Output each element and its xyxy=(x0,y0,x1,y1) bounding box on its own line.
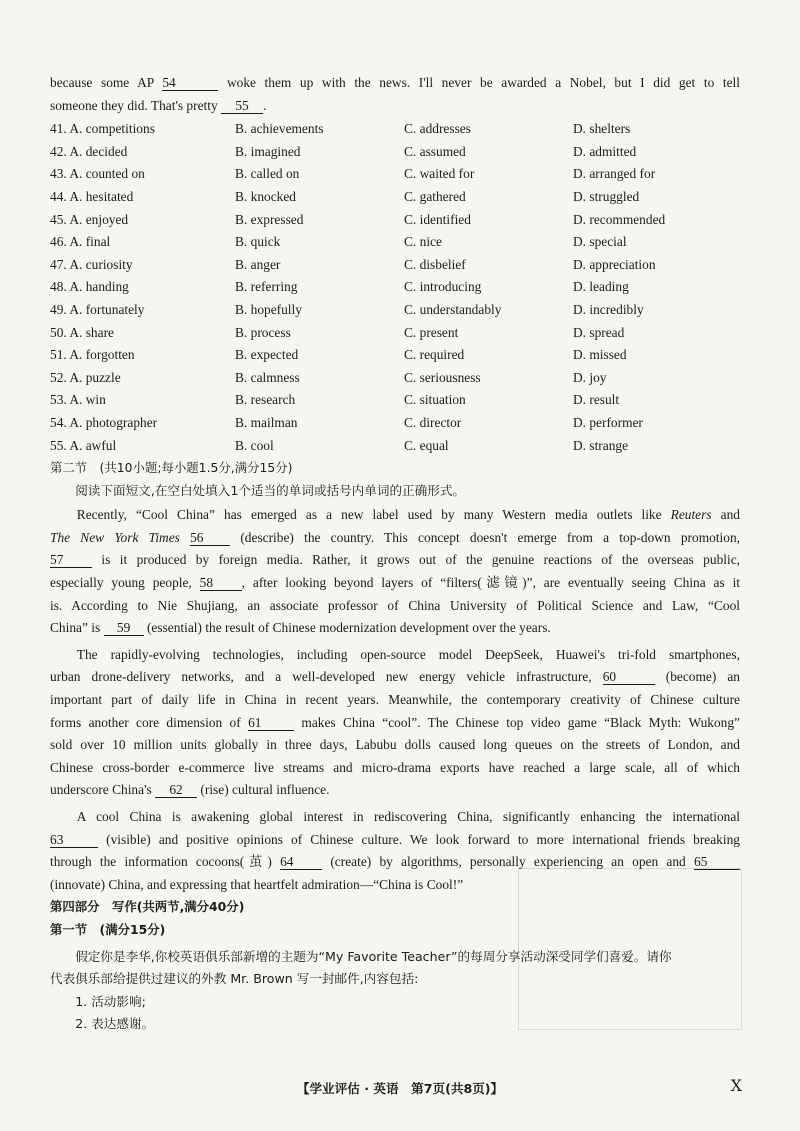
option-d[interactable]: D. admitted xyxy=(573,143,637,159)
text: underscore China's xyxy=(50,782,152,798)
option-row xyxy=(50,344,740,367)
blank-59[interactable]: 59 xyxy=(104,620,144,636)
blank-64[interactable]: 64 xyxy=(280,854,322,870)
text: China” is xyxy=(50,620,101,636)
option-d[interactable]: D. shelters xyxy=(573,121,631,137)
option-row xyxy=(50,186,740,209)
blank-56[interactable]: 56 xyxy=(190,530,230,546)
writing-prompt-line2: 代表俱乐部给提供过建议的外教 Mr. Brown 写一封邮件,内容包括: xyxy=(50,971,419,987)
page-mark: X xyxy=(730,1076,742,1095)
text: Recently, “Cool China” has emerged as a new label used by many Western media outlets like xyxy=(76,507,662,523)
option-d[interactable]: D. spread xyxy=(573,324,625,340)
option-row xyxy=(50,163,740,186)
blank-65[interactable]: 65 xyxy=(694,854,740,870)
option-b[interactable]: B. imagined xyxy=(235,143,301,159)
option-c[interactable]: C. situation xyxy=(404,392,466,408)
option-b[interactable]: B. referring xyxy=(235,279,298,295)
text: especially young people, xyxy=(50,575,192,591)
option-c[interactable]: C. seriousness xyxy=(404,369,481,385)
option-c[interactable]: C. understandably xyxy=(404,301,502,317)
option-a[interactable]: 51. A. forgotten xyxy=(50,347,135,363)
text: woke them up with the news. I'll never be awarded a Nobel, but I did get to tell xyxy=(226,75,740,90)
option-d[interactable]: D. incredibly xyxy=(573,301,644,317)
part4-section1: 第一节 (满分15分) xyxy=(50,921,166,937)
writing-prompt-line1: 假定你是李华,你校英语俱乐部新增的主题为“My Favorite Teacher”的每周分享活动深受同学们喜爱。请你 xyxy=(75,948,672,964)
option-d[interactable]: D. result xyxy=(573,392,620,408)
option-b[interactable]: B. expressed xyxy=(235,211,304,227)
option-c[interactable]: C. required xyxy=(404,347,465,363)
option-row xyxy=(50,141,740,164)
text: , after looking beyond layers of “filters(滤镜)”, are eventually seeing China as it xyxy=(241,575,741,591)
option-a[interactable]: 52. A. puzzle xyxy=(50,369,121,385)
text: because some AP xyxy=(50,75,154,90)
option-row xyxy=(50,322,740,345)
option-b[interactable]: B. called on xyxy=(235,166,300,182)
option-c[interactable]: C. director xyxy=(404,414,462,430)
intro-line-1 xyxy=(50,72,740,95)
passage-p2-line1: The rapidly-evolving technologies, including open-source model DeepSeek, Huawei's tri-fold smartphones, xyxy=(76,646,740,662)
option-b[interactable]: B. cool xyxy=(235,437,274,453)
option-b[interactable]: B. mailman xyxy=(235,414,298,430)
option-b[interactable]: B. anger xyxy=(235,256,281,272)
option-row xyxy=(50,389,740,412)
passage-p2-line5: sold over 10 million units globally in three days, Labubu dolls caused long queues on the streets of London, and xyxy=(50,737,740,753)
option-a[interactable]: 41. A. competitions xyxy=(50,121,155,137)
text: makes China “cool”. The Chinese top video game “Black Myth: Wukong” xyxy=(301,714,740,730)
option-a[interactable]: 48. A. handing xyxy=(50,279,129,295)
exam-page xyxy=(50,72,740,1036)
option-row xyxy=(50,299,740,322)
option-row xyxy=(50,231,740,254)
option-c[interactable]: C. assumed xyxy=(404,143,466,159)
writing-item-1: 1. 活动影响; xyxy=(75,993,146,1009)
text: (rise) cultural influence. xyxy=(200,782,330,798)
text: (visible) and positive opinions of Chinese culture. We look forward to more international friends breaking xyxy=(106,831,740,847)
text: through the information cocoons(茧) xyxy=(50,854,272,870)
option-a[interactable]: 43. A. counted on xyxy=(50,166,145,182)
writing-item-2: 2. 表达感谢。 xyxy=(75,1016,155,1032)
page-footer: 【学业评估 · 英语 第7页(共8页)】 xyxy=(296,1081,504,1096)
option-b[interactable]: B. expected xyxy=(235,347,299,363)
passage-p1-line3 xyxy=(50,549,740,572)
passage-p2-line7 xyxy=(50,779,740,802)
blank-55[interactable]: 55 xyxy=(221,98,263,114)
option-b[interactable]: B. quick xyxy=(235,234,281,250)
section2-instruction: 阅读下面短文,在空白处填入1个适当的单词或括号内单词的正确形式。 xyxy=(75,482,466,498)
option-d[interactable]: D. arranged for xyxy=(573,166,656,182)
blank-62[interactable]: 62 xyxy=(155,782,197,798)
option-a[interactable]: 45. A. enjoyed xyxy=(50,211,129,227)
passage-p1-line6 xyxy=(50,617,740,640)
option-d[interactable]: D. performer xyxy=(573,414,643,430)
blank-61[interactable]: 61 xyxy=(248,715,294,731)
option-a[interactable]: 44. A. hesitated xyxy=(50,188,134,204)
option-row xyxy=(50,412,740,435)
option-c[interactable]: C. equal xyxy=(404,437,449,453)
option-row xyxy=(50,367,740,390)
passage-p2-line3: important part of daily life in China in recent years. Meanwhile, the contemporary creativity of Chinese culture xyxy=(50,692,740,708)
option-a[interactable]: 54. A. photographer xyxy=(50,414,158,430)
options-table xyxy=(50,118,740,457)
option-row xyxy=(50,254,740,277)
option-row xyxy=(50,435,740,458)
passage-p3-line4: (innovate) China, and expressing that heartfelt admiration—“China is Cool!” xyxy=(50,876,464,892)
option-b[interactable]: B. achievements xyxy=(235,121,324,137)
text: (describe) the country. This concept doesn't emerge from a top-down promotion, xyxy=(240,529,740,545)
passage-p2-line2 xyxy=(50,666,740,689)
option-b[interactable]: B. process xyxy=(235,324,291,340)
blank-57[interactable]: 57 xyxy=(50,552,92,568)
option-a[interactable]: 50. A. share xyxy=(50,324,114,340)
option-b[interactable]: B. calmness xyxy=(235,369,300,385)
passage-p1-line5: is. According to Nie Shujiang, an associate professor of China University of Political Science and Law, “Cool xyxy=(50,597,740,613)
section2-heading: 第二节 (共10小题;每小题1.5分,满分15分) xyxy=(50,460,293,476)
passage-p3-line2 xyxy=(50,829,740,852)
passage-p1-line1 xyxy=(50,504,740,527)
blank-54[interactable]: 54 xyxy=(162,75,218,91)
option-d[interactable]: D. appreciation xyxy=(573,256,656,272)
text: Reuters xyxy=(670,507,712,523)
option-a[interactable]: 49. A. fortunately xyxy=(50,301,145,317)
option-c[interactable]: C. waited for xyxy=(404,166,475,182)
option-a[interactable]: 53. A. win xyxy=(50,392,106,408)
option-c[interactable]: C. introducing xyxy=(404,279,482,295)
text: and xyxy=(720,507,740,523)
option-c[interactable]: C. gathered xyxy=(404,188,466,204)
passage-p3-line1: A cool China is awakening global interest in rediscovering China, significantly enhancing the international xyxy=(76,809,740,824)
passage-p1-line4 xyxy=(50,572,740,595)
option-a[interactable]: 55. A. awful xyxy=(50,437,117,453)
option-b[interactable]: B. hopefully xyxy=(235,301,302,317)
option-b[interactable]: B. knocked xyxy=(235,188,296,204)
option-d[interactable]: D. struggled xyxy=(573,188,640,204)
text: (essential) the result of Chinese modernization development over the years. xyxy=(146,620,551,636)
option-d[interactable]: D. joy xyxy=(573,369,607,385)
part4-heading: 第四部分 写作(共两节,满分40分) xyxy=(50,899,245,915)
option-c[interactable]: C. disbelief xyxy=(404,256,466,272)
option-d[interactable]: D. missed xyxy=(573,347,627,363)
option-c[interactable]: C. nice xyxy=(404,234,442,250)
blank-60[interactable]: 60 xyxy=(603,669,655,685)
option-row xyxy=(50,118,740,141)
option-d[interactable]: D. leading xyxy=(573,279,629,295)
option-d[interactable]: D. recommended xyxy=(573,211,666,227)
option-d[interactable]: D. strange xyxy=(573,437,629,453)
text: (create) by algorithms, personally experiencing an open and xyxy=(330,854,686,870)
option-a[interactable]: 46. A. final xyxy=(50,234,111,250)
text: The New York Times xyxy=(50,529,180,545)
text: forms another core dimension of xyxy=(50,714,241,730)
option-row xyxy=(50,276,740,299)
option-b[interactable]: B. research xyxy=(235,392,296,408)
blank-63[interactable]: 63 xyxy=(50,832,98,848)
text: . xyxy=(263,97,267,113)
text: urban drone-delivery networks, and a well-developed new energy vehicle infrastructure, xyxy=(50,669,592,685)
option-d[interactable]: D. special xyxy=(573,234,627,250)
blank-58[interactable]: 58 xyxy=(200,575,242,591)
text: (become) an xyxy=(665,669,741,685)
passage-p3-line3 xyxy=(50,851,740,874)
intro-line-2 xyxy=(50,95,740,118)
option-a[interactable]: 47. A. curiosity xyxy=(50,256,133,272)
option-a[interactable]: 42. A. decided xyxy=(50,143,128,159)
option-c[interactable]: C. addresses xyxy=(404,121,471,137)
passage-p2-line4 xyxy=(50,712,740,735)
option-c[interactable]: C. identified xyxy=(404,211,471,227)
text: someone they did. That's pretty xyxy=(50,97,218,113)
option-row xyxy=(50,209,740,232)
text: is it produced by foreign media. Rather, it grows out of the genuine reactions of the overseas public, xyxy=(101,552,740,568)
option-c[interactable]: C. present xyxy=(404,324,459,340)
passage-p1-line2 xyxy=(50,527,740,550)
passage-p2-line6: Chinese cross-border e-commerce live streams and micro-drama exports have reached a large scale, all of which xyxy=(50,759,740,775)
